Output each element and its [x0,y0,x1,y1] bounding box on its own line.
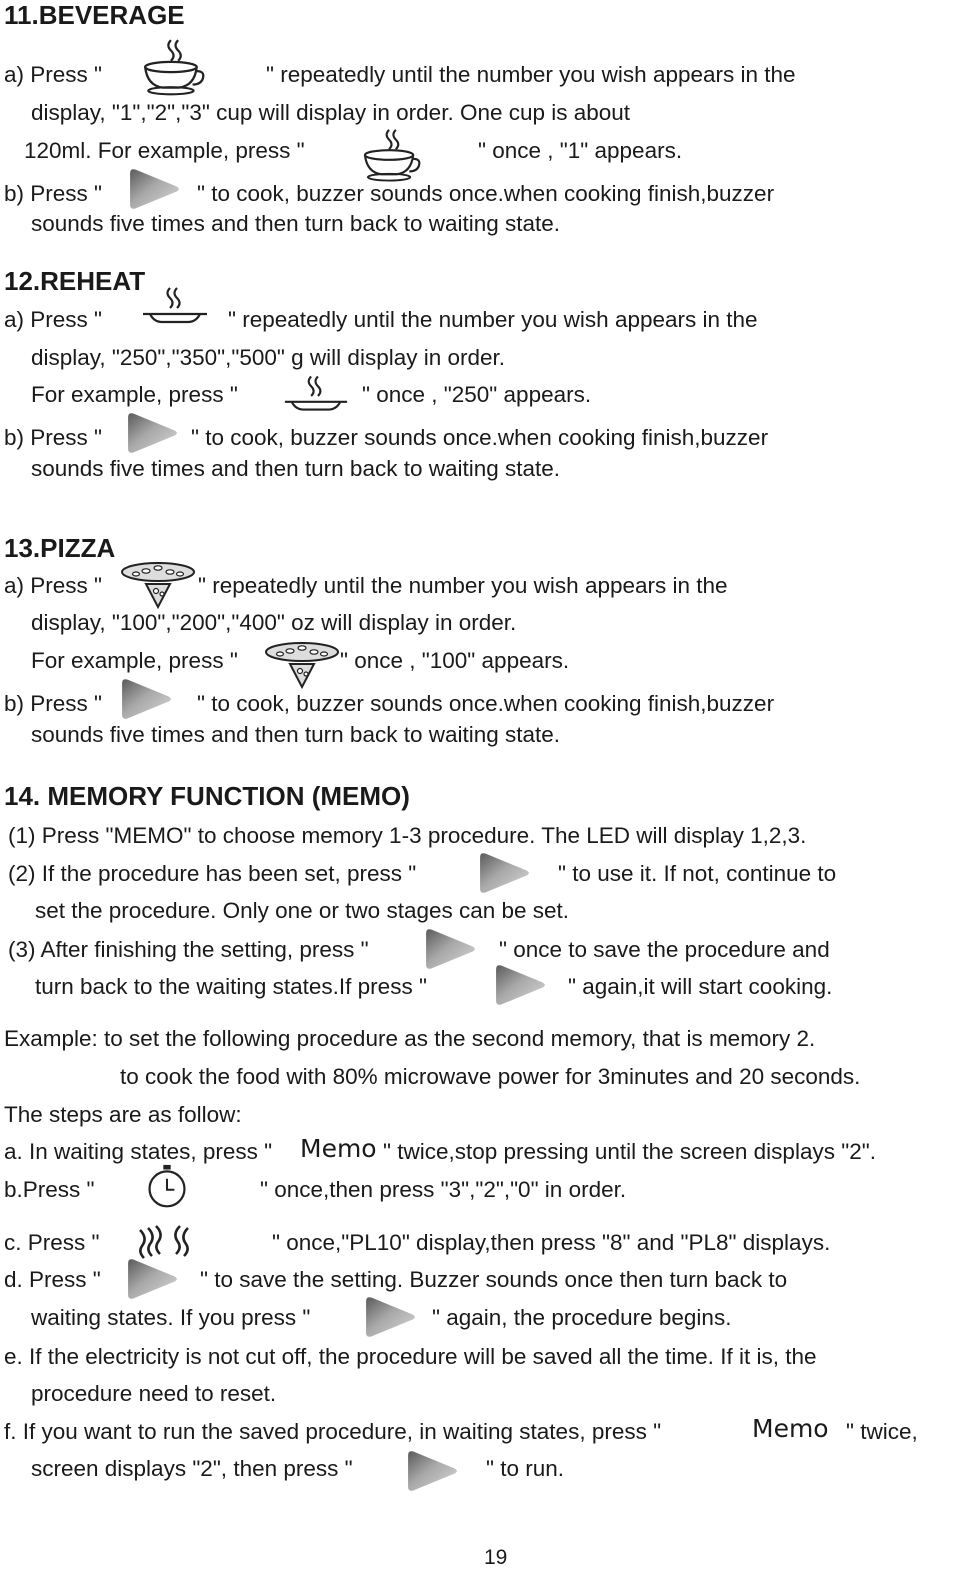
example-line-2: to cook the food with 80% microwave power for 3minutes and 20 seconds. [120,1064,861,1089]
pizza-icon [118,560,198,610]
reheat-plate-icon [282,374,350,414]
example-step-c-press: c. Press " [4,1230,100,1255]
timer-icon [144,1164,190,1210]
example-step-a-press: a. In waiting states, press " [4,1139,273,1164]
memory-step-3-text: " once to save the procedure and [499,937,830,962]
page-number: 19 [484,1546,508,1569]
reheat-step-a-press: a) Press " [4,307,103,332]
start-arrow-icon [476,850,532,896]
reheat-step-a-text: " repeatedly until the number you wish appears in the [228,307,758,332]
example-step-e-line2: procedure need to reset. [31,1381,277,1406]
start-arrow-icon [404,1448,460,1494]
start-arrow-icon [126,166,182,212]
pizza-step-b-press: b) Press " [4,691,103,716]
reheat-step-b-press: b) Press " [4,425,103,450]
beverage-example-text: " once , "1" appears. [478,138,683,163]
reheat-step-b-line2: sounds five times and then turn back to waiting state. [31,456,561,481]
beverage-step-b-line2: sounds five times and then turn back to waiting state. [31,211,561,236]
reheat-plate-icon [140,286,210,326]
pizza-example-text: " once , "100" appears. [340,648,570,673]
reheat-step-a-line2: display, "250","350","500" g will display in order. [31,345,506,370]
example-step-f-press: f. If you want to run the saved procedure, in waiting states, press " [4,1419,662,1444]
example-step-c-text: " once,"PL10" display,then press "8" and "PL8" displays. [272,1230,831,1255]
beverage-step-b-press: b) Press " [4,181,103,206]
reheat-step-b-text: " to cook, buzzer sounds once.when cooking finish,buzzer [191,425,769,450]
example-step-e-line1: e. If the electricity is not cut off, the procedure will be saved all the time. If it is, the [4,1344,817,1369]
example-step-d-text: " to save the setting. Buzzer sounds once then turn back to [200,1267,788,1292]
example-line-1: Example: to set the following procedure as the second memory, that is memory 2. [4,1026,816,1051]
start-arrow-icon [422,926,478,972]
memo-label: Memo [752,1414,829,1443]
pizza-example-press: For example, press " [31,648,238,673]
memory-step-3-line2-press: turn back to the waiting states.If press " [35,974,427,999]
example-step-f-line2-press: screen displays "2", then press " [31,1456,353,1481]
beverage-step-a-press: a) Press " [4,62,103,87]
example-step-b-press: b.Press " [4,1177,95,1202]
example-step-d-line2-press: waiting states. If you press " [31,1305,311,1330]
memory-step-2-text: " to use it. If not, continue to [558,861,837,886]
beverage-step-a-text: " repeatedly until the number you wish appears in the [266,62,796,87]
example-step-b-text: " once,then press "3","2","0" in order. [260,1177,627,1202]
pizza-step-a-text: " repeatedly until the number you wish appears in the [198,573,728,598]
pizza-step-a-line2: display, "100","200","400" oz will display in order. [31,610,517,635]
coffee-cup-icon [140,38,206,96]
memory-step-3-press: (3) After finishing the setting, press " [8,937,369,962]
start-arrow-icon [118,676,174,722]
memory-step-2-line2: set the procedure. Only one or two stages can be set. [35,898,570,923]
memory-step-1: (1) Press "MEMO" to choose memory 1-3 procedure. The LED will display 1,2,3. [8,823,807,848]
memory-step-2-press: (2) If the procedure has been set, press " [8,861,417,886]
start-arrow-icon [124,410,180,456]
start-arrow-icon [492,962,548,1008]
section-title-beverage: 11.BEVERAGE [4,0,185,30]
section-title-pizza: 13.PIZZA [4,533,116,563]
example-line-3: The steps are as follow: [4,1102,242,1127]
beverage-step-a-line2: display, "1","2","3" cup will display in order. One cup is about [31,100,631,125]
example-step-a-text: " twice,stop pressing until the screen displays "2". [383,1139,876,1164]
pizza-icon [262,640,342,690]
memory-step-3-line2-text: " again,it will start cooking. [568,974,833,999]
example-step-d-line2-text: " again, the procedure begins. [432,1305,732,1330]
example-step-f-text: " twice, [846,1419,918,1444]
start-arrow-icon [362,1294,418,1340]
section-title-memory: 14. MEMORY FUNCTION (MEMO) [4,781,410,811]
reheat-example-text: " once , "250" appears. [362,382,592,407]
coffee-cup-icon [360,128,422,182]
example-step-d-press: d. Press " [4,1267,101,1292]
pizza-step-b-line2: sounds five times and then turn back to waiting state. [31,722,561,747]
beverage-step-b-text: " to cook, buzzer sounds once.when cooking finish,buzzer [197,181,775,206]
section-title-reheat: 12.REHEAT [4,266,146,296]
pizza-step-b-text: " to cook, buzzer sounds once.when cooking finish,buzzer [197,691,775,716]
example-step-f-line2-text: " to run. [486,1456,565,1481]
pizza-step-a-press: a) Press " [4,573,103,598]
memo-label: Memo [300,1134,377,1163]
start-arrow-icon [124,1256,180,1302]
beverage-example-press: 120ml. For example, press " [24,138,305,163]
reheat-example-press: For example, press " [31,382,238,407]
